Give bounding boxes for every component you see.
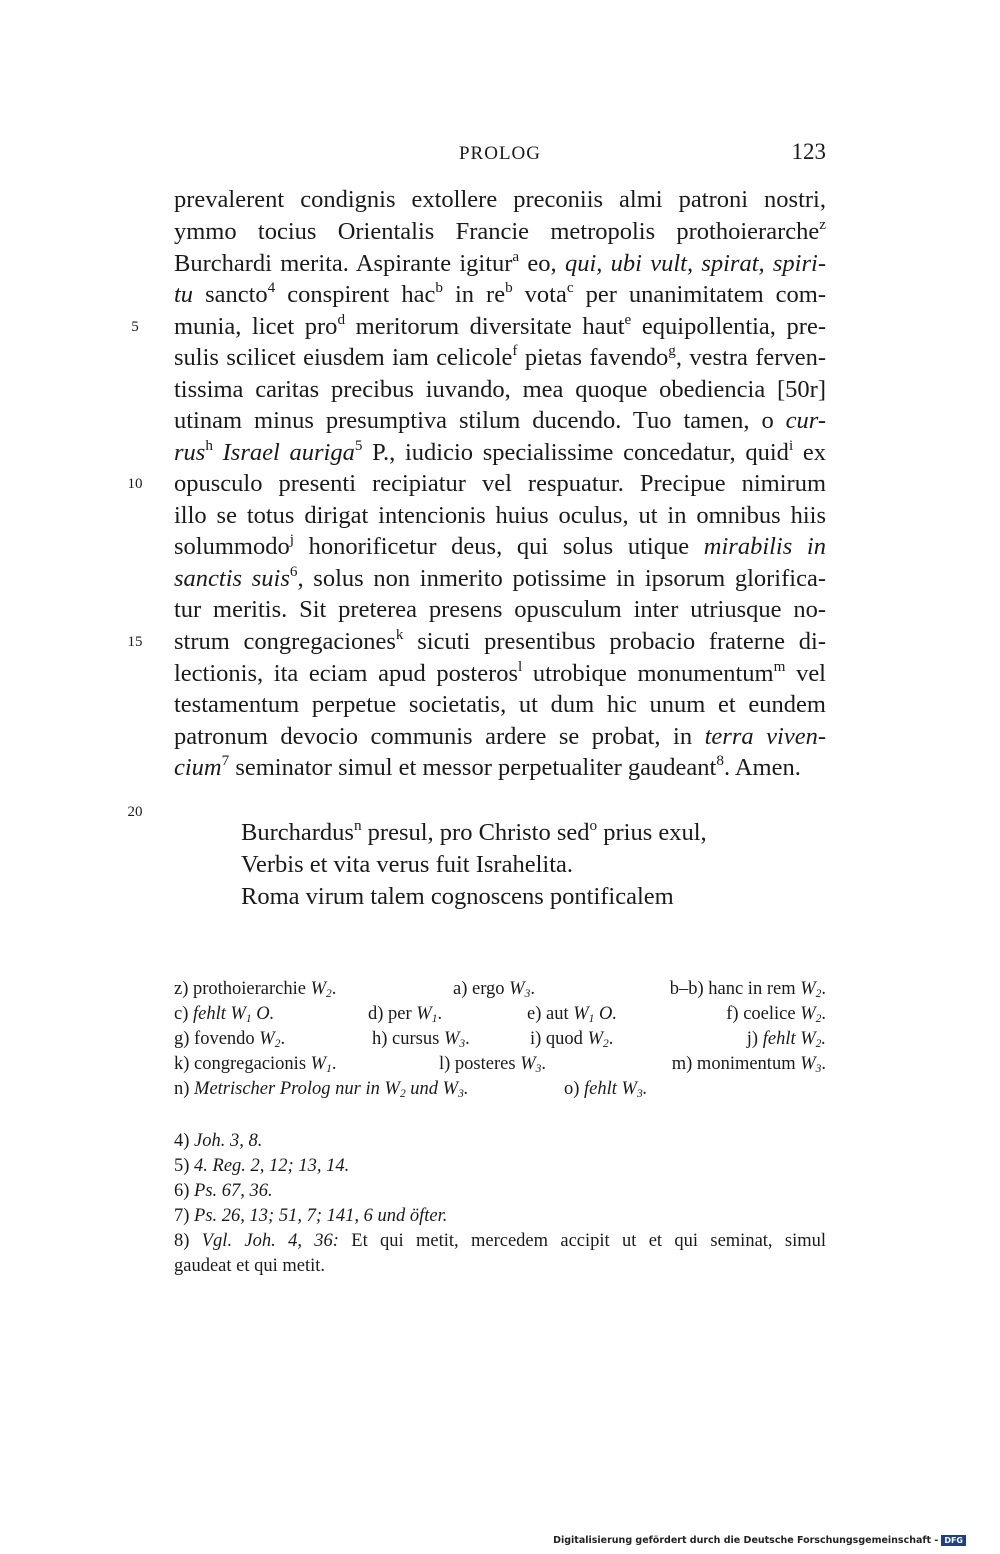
page-number: 123 [791,139,826,164]
source-note: 8) Vgl. Joh. 4, 36: Et qui metit, mercedem accipit ut et qui seminat, simul [174,1231,826,1251]
source-note: 5) 4. Reg. 2, 12; 13, 14. [174,1156,350,1176]
text-line: utinam minus presumptiva stilum ducendo. Tuo tamen, o cur- [174,407,826,434]
text-line: strum congregaciones$^k$ sicuti presentibus probacio fraterne di- [174,626,826,655]
line-number: 15 [127,634,143,650]
dfg-logo: DFG [941,1535,966,1546]
text-line: prevalerent condignis extollere preconiis almi patroni nostri, [174,186,826,213]
text-line: tissima caritas precibus iuvando, mea quoque obediencia [50r] [174,376,826,403]
line-number: 5 [131,319,139,335]
apparatus-line: z) prothoierarchie $W_2$. a) ergo $W_3$. b–b) hanc in rem $W_2$. [174,979,826,1000]
source-note: 6) Ps. 67, 36. [174,1181,273,1201]
text-line: rus$^h$ Israel auriga$^5$ P., iudicio specialissime concedatur, quid$^i$ ex [174,437,826,466]
text-line: Burchardi merita. Aspirante igitur$^a$ eo, qui, ubi vult, spirat, spiri- [174,248,826,277]
text-line: cium$^7$ seminator simul et messor perpetualiter gaudeant$^8$. Amen. [174,752,801,781]
digitization-credit: Digitalisierung gefördert durch die Deutsche Forschungsgemeinschaft - DFG [553,1535,966,1546]
source-note: 4) Joh. 3, 8. [174,1131,263,1151]
text-line: testamentum perpetue societatis, ut dum hic unum et eundem [174,691,826,718]
text-line: munia, licet pro$^d$ meritorum diversitate haut$^e$ equipollentia, pre- [174,311,826,340]
apparatus-line: k) congregacionis $W_1$. l) posteres $W_3$. m) monimentum $W_3$. [174,1054,826,1075]
text-line: patronum devocio communis ardere se probat, in terra viven- [174,723,826,750]
text-line: opusculo presenti recipiatur vel respuatur. Precipue nimirum [174,470,826,497]
text-line: tur meritis. Sit preterea presens opusculum inter utriusque no- [174,596,826,623]
text-line: sulis scilicet eiusdem iam celicole$^f$ pietas favendo$^g$, vestra ferven- [174,342,827,371]
text-line: sanctis suis$^6$, solus non inmerito potissime in ipsorum glorifica- [174,563,826,592]
text-line: ymmo tocius Orientalis Francie metropolis prothoierarche$^z$ [174,216,826,245]
line-number: 10 [127,476,143,492]
apparatus-line: c) fehlt $W_1$ O. d) per $W_1$. e) aut $W_1$ O. f) coelice $W_2$. [174,1004,826,1025]
apparatus-line: g) fovendo $W_2$. h) cursus $W_3$. i) quod $W_2$. j) fehlt $W_2$. [174,1029,826,1050]
verse-line: Roma virum talem cognoscens pontificalem [241,883,674,910]
verse-line: Verbis et vita verus fuit Israhelita. [241,851,574,878]
apparatus-line: n) Metrischer Prolog nur in $W_2$ und $W_3$. o) fehlt $W_3$. [174,1079,648,1100]
text-line: lectionis, ita eciam apud posteros$^l$ utrobique monumentum$^m$ vel [174,658,826,687]
verse-line: Burchardus$^n$ presul, pro Christo sed$^o$ prius exul, [241,817,707,846]
text-line: illo se totus dirigat intencionis huius oculus, ut in omnibus hiis [174,502,826,529]
text-line: tu sancto$^4$ conspirent hac$^b$ in $re^b$ vota$^c$ per unanimitatem com- [174,279,827,308]
source-note: gaudeat et qui metit. [174,1256,326,1276]
line-number: 20 [127,804,143,820]
text-line: solummodo$^j$ honorificetur deus, qui solus utique mirabilis in [174,531,826,560]
running-header: PROLOG [458,143,541,164]
source-note: 7) Ps. 26, 13; 51, 7; 141, 6 und öfter. [174,1206,448,1226]
